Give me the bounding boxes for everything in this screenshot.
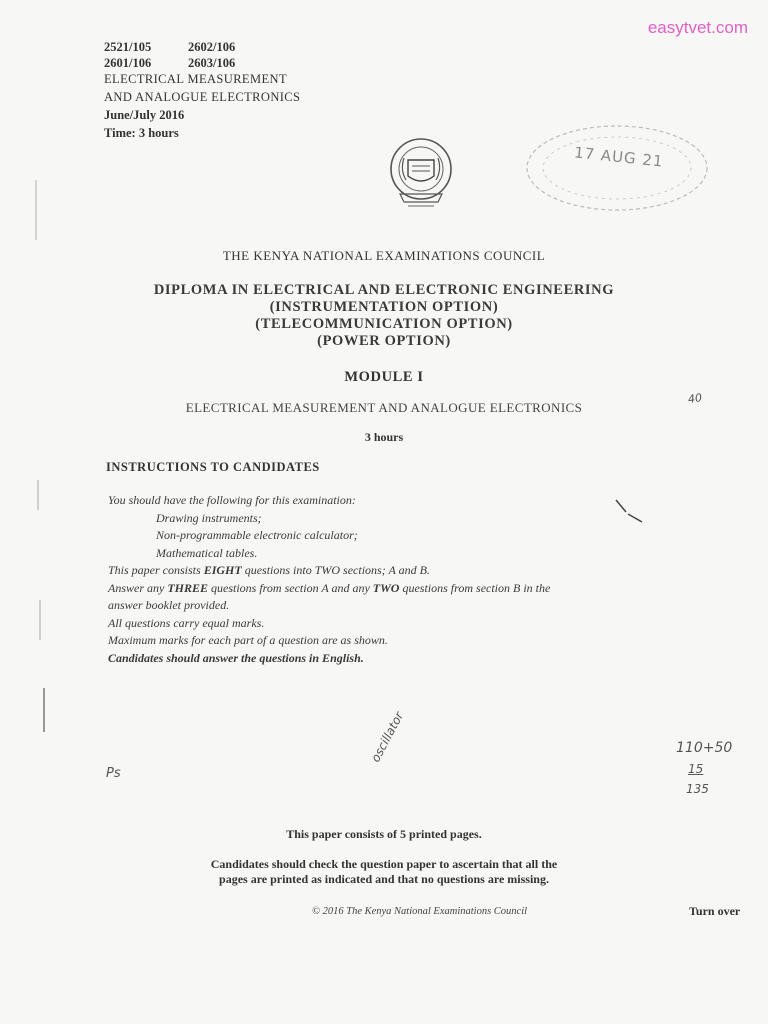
handwritten-marks-3: 135 [686, 782, 709, 796]
text-run: questions into TWO sections; A and B. [241, 563, 430, 577]
instruction-line: Candidates should answer the questions in English. [108, 650, 364, 665]
exam-time: Time: 3 hours [104, 126, 179, 140]
turn-over: Turn over [689, 904, 741, 918]
paper-code: 2521/105 [104, 40, 152, 54]
duration: 3 hours [364, 430, 404, 444]
diploma-title [0, 282, 768, 350]
instruction-line: answer booklet provided. [108, 598, 230, 612]
handwritten-margin-note: 40 [687, 391, 703, 406]
paper-codes-row-1 [104, 40, 236, 55]
header-subject-line-2: AND ANALOGUE ELECTRONICS [104, 90, 301, 104]
stamp-oval-icon [522, 122, 712, 214]
copyright: © 2016 The Kenya National Examinations Council [312, 906, 528, 917]
text-run-bold: THREE [167, 580, 209, 595]
paper-codes-row-2 [104, 56, 236, 71]
module-title: MODULE I [344, 369, 424, 385]
knec-logo-icon [378, 136, 464, 212]
diploma-option: (POWER OPTION) [317, 333, 451, 349]
handwritten-oscillator: oscillator [368, 709, 407, 765]
text-run-bold: TWO [372, 580, 400, 595]
instruction-item: Non-programmable electronic calculator; [156, 528, 358, 542]
paper-code: 2601/106 [104, 56, 152, 70]
text-run: This paper consists [108, 563, 204, 577]
handwritten-marks-2: 15 [688, 762, 704, 776]
page-count-note: This paper consists of 5 printed pages. [286, 827, 482, 841]
diploma-line: DIPLOMA IN ELECTRICAL AND ELECTRONIC ENGINEERING [153, 282, 615, 298]
handwritten-initials: Ps [106, 766, 121, 781]
handwritten-marks-1: 110+50 [676, 740, 733, 756]
received-date-stamp [522, 122, 712, 214]
diploma-option: (TELECOMMUNICATION OPTION) [255, 316, 513, 332]
check-line: Candidates should check the question paper to ascertain that all the [210, 857, 558, 871]
instruction-line [108, 580, 708, 598]
text-run: questions from section A and any [208, 580, 373, 595]
instruction-line: You should have the following for this examination: [108, 493, 356, 507]
instruction-item: Mathematical tables. [156, 545, 258, 560]
paper-code: 2603/106 [188, 56, 236, 70]
text-run: Answer any [108, 580, 168, 595]
instruction-line [108, 562, 708, 580]
paper-code: 2602/106 [188, 40, 236, 54]
instructions-heading: INSTRUCTIONS TO CANDIDATES [106, 460, 320, 474]
instruction-line: Maximum marks for each part of a question are as shown. [108, 633, 388, 647]
stamp-date: 17 AUG 21 [573, 143, 665, 171]
check-line: pages are printed as indicated and that no questions are missing. [219, 872, 549, 886]
header-subject-line-1: ELECTRICAL MEASUREMENT [104, 72, 287, 86]
subject-title: ELECTRICAL MEASUREMENT AND ANALOGUE ELECTRONICS [185, 400, 583, 415]
instruction-line: All questions carry equal marks. [108, 615, 265, 630]
exam-session: June/July 2016 [104, 108, 185, 122]
check-note [0, 857, 768, 887]
instruction-item: Drawing instruments; [156, 510, 262, 525]
text-run-bold: EIGHT [203, 563, 242, 577]
pen-mark-icon [612, 496, 652, 526]
council-name: THE KENYA NATIONAL EXAMINATIONS COUNCIL [222, 248, 546, 263]
text-run: questions from section B in the [399, 580, 551, 595]
diploma-option: (INSTRUMENTATION OPTION) [269, 299, 499, 315]
watermark-text: easytvet.com [647, 18, 748, 37]
scan-edge-marks-icon [30, 180, 50, 740]
